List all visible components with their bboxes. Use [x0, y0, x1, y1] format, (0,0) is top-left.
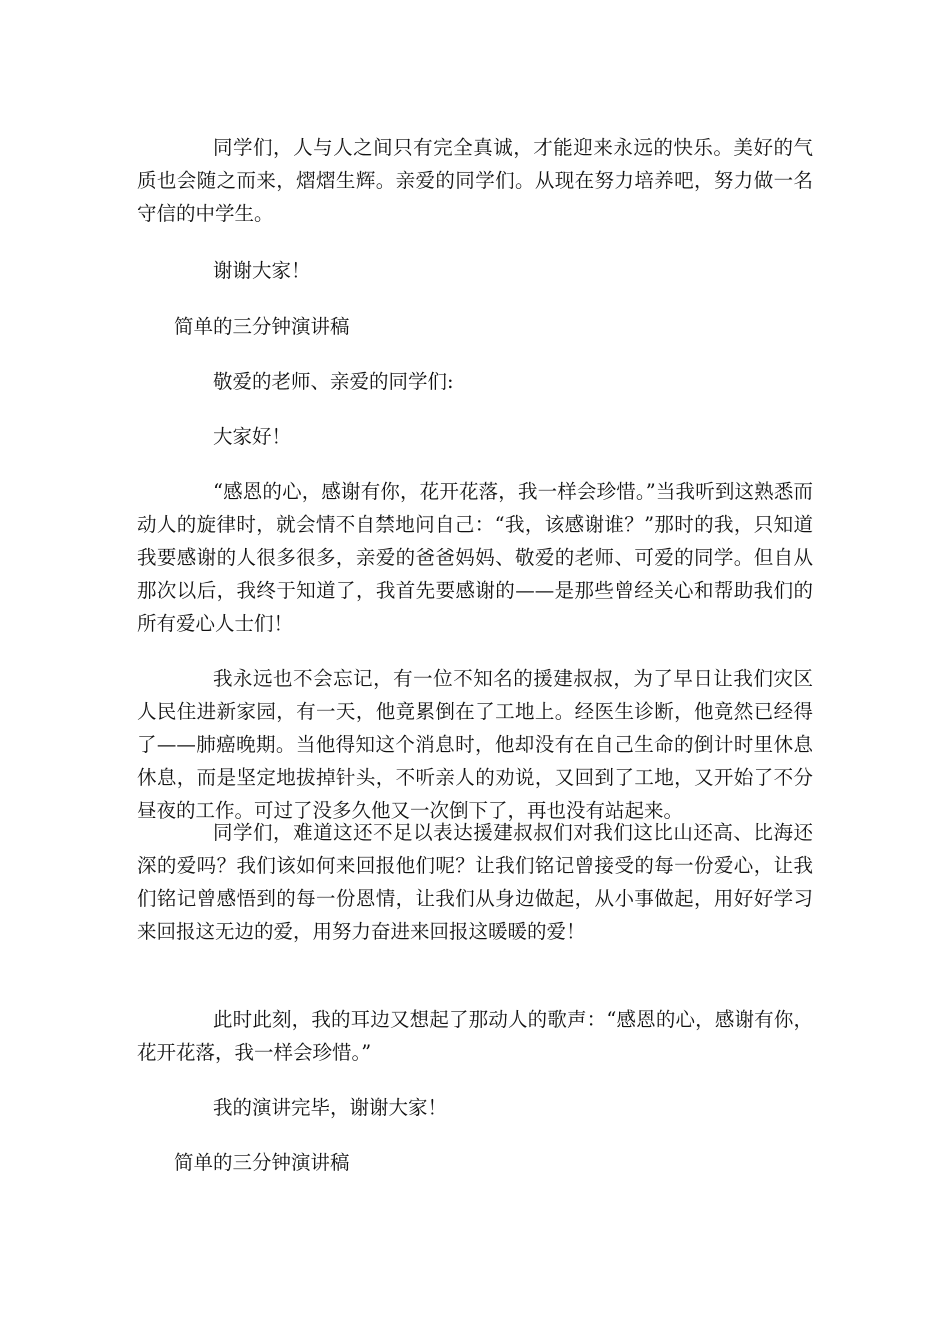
section-title-repeat: 简单的三分钟演讲稿 — [174, 1151, 350, 1174]
section-title: 简单的三分钟演讲稿 — [174, 315, 350, 338]
paragraph-song: 此时此刻，我的耳边又想起了那动人的歌声：“感恩的心，感谢有你，花开花落，我一样会珍惜。” — [137, 1008, 813, 1064]
paragraph-uncle-story: 我永远也不会忘记，有一位不知名的援建叔叔，为了早日让我们灾区人民住进新家园，有一天，他竟累倒在了工地上。经医生诊断，他竟然已经得了——肺癌晚期。当他得知这个消息时，他却没有在自己生命的倒计时里休息休息，而是坚定地拔掉针头，不听亲人的劝说，又回到了工地，又开始了不分昼夜的工作。可过了没多久他又一次倒下了，再也没有站起来。 — [137, 667, 813, 822]
paragraph-sincerity: 同学们，人与人之间只有完全真诚，才能迎来永远的快乐。美好的气质也会随之而来，熠熠生辉。亲爱的同学们。从现在努力培养吧，努力做一名守信的中学生。 — [137, 136, 813, 225]
paragraph-repay-love: 同学们，难道这还不足以表达援建叔叔们对我们这比山还高、比海还深的爱吗？我们该如何来回报他们呢？让我们铭记曾接受的每一份爱心，让我们铭记曾感悟到的每一份恩情，让我们从身边做起，从小事做起，用好好学习来回报这无边的爱，用努力奋进来回报这暖暖的爱！ — [137, 821, 813, 943]
paragraph-closing: 我的演讲完毕，谢谢大家！ — [213, 1096, 448, 1119]
paragraph-salutation: 敬爱的老师、亲爱的同学们: — [213, 370, 454, 393]
paragraph-greeting: 大家好！ — [213, 425, 292, 448]
paragraph-thanks: 谢谢大家！ — [213, 259, 311, 282]
paragraph-grateful-heart: “感恩的心，感谢有你，花开花落，我一样会珍惜。”当我听到这熟悉而动人的旋律时，就会情不自禁地问自己：“我，该感谢谁？”那时的我，只知道我要感谢的人很多很多，亲爱的爸爸妈妈、敬爱的老师、可爱的同学。但自从那次以后，我终于知道了，我首先要感谢的——是那些曾经关心和帮助我们的所有爱心人士们！ — [137, 480, 813, 635]
